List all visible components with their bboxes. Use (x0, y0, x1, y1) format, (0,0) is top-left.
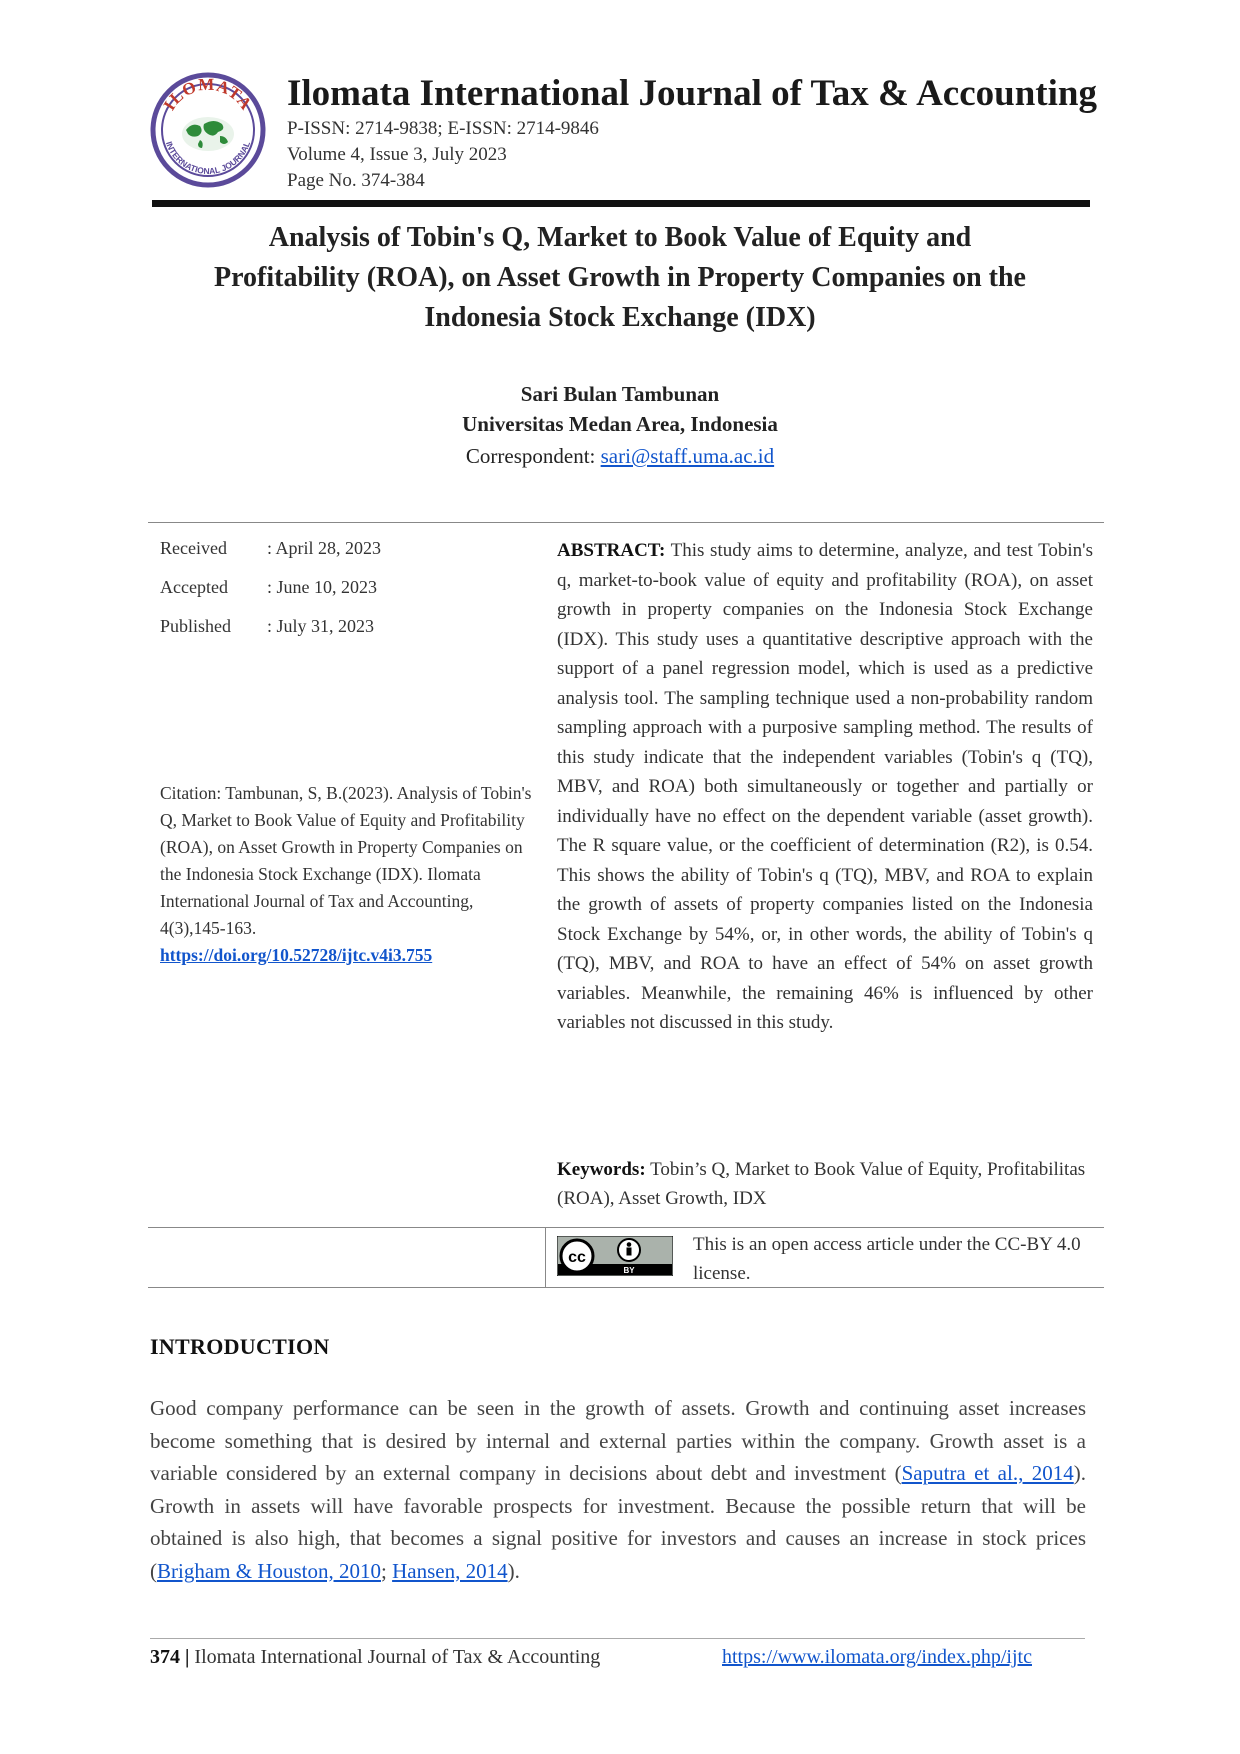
cc-by-badge (557, 1236, 673, 1276)
logo-text-top: ILOMATA (159, 74, 257, 114)
author-affiliation: Universitas Medan Area, Indonesia (462, 412, 778, 436)
intro-text: Good company performance can be seen in the growth of assets. Growth and continuing asset increases become something that is desired by internal and external parties within the company. Growth asset is a variable considered by an external company in decisions about debt and investment ( (150, 1396, 1086, 1485)
ref-link-brigham[interactable]: Brigham & Houston, 2010 (157, 1558, 381, 1583)
keywords-text: Tobin’s Q, Market to Book Value of Equity, Profitabilitas (ROA), Asset Growth, IDX (557, 1159, 1086, 1209)
date-label: Published (160, 616, 232, 636)
cc-icon: cc (568, 1249, 586, 1266)
citation-text: Citation: Tambunan, S, B.(2023). Analysis of Tobin's Q, Market to Book Value of Equity and Profitability (ROA), on Asset Growth in Property Companies on the Indonesia Stock Exchange (IDX). Ilomata International Journal of Tax and Accounting, 4(3),145-163. (160, 783, 532, 938)
info-mid-rule (148, 1227, 1104, 1228)
journal-logo (150, 72, 266, 188)
paper-title-line: Analysis of Tobin's Q, Market to Book Value of Equity and (268, 222, 972, 253)
header-rule (152, 200, 1090, 207)
paper-title (140, 218, 1100, 338)
date-label: Received (160, 538, 227, 558)
introduction-paragraph (150, 1392, 1086, 1587)
citation-block (160, 780, 532, 969)
ref-separator: ; (381, 1558, 393, 1583)
journal-pages: Page No. 374-384 (287, 170, 425, 191)
correspondent-label: Correspondent: (465, 444, 601, 468)
license-separator (545, 1228, 546, 1287)
intro-text: ). Growth in assets will have favorable prospects for investment. Because the possible return that will be obtained is also high, that becomes a signal positive for investors and causes an increase in stock prices ( (150, 1461, 1086, 1583)
date-label: Accepted (160, 577, 228, 597)
journal-issn: P-ISSN: 2714-9838; E-ISSN: 2714-9846 (287, 118, 599, 139)
section-heading-introduction: INTRODUCTION (150, 1334, 330, 1359)
author-name: Sari Bulan Tambunan (520, 382, 720, 406)
correspondent (140, 444, 1100, 469)
ref-link-hansen[interactable]: Hansen, 2014 (392, 1558, 508, 1583)
keywords-label: Keywords: (557, 1159, 646, 1180)
ref-link-saputra[interactable]: Saputra et al., 2014 (901, 1461, 1074, 1485)
abstract-text: This study aims to determine, analyze, and test Tobin's q, market-to-book value of equity and profitability (ROA), on asset growth in property companies on the Indonesia Stock Exchange (IDX). This study uses a quantitative descriptive approach with the support of a panel regression model, which is used as a predictive analysis tool. The sampling technique used a non-probability random sampling approach with a purposive sampling method. The results of this study indicate that the independent variables (Tobin's q (TQ), MBV, and ROA) both simultaneously or together and partially or individually have no effect on the dependent variable (asset growth). The R square value, or the coefficient of determination (R2), is 0.54. This shows the ability of Tobin's q (TQ), MBV, and ROA to explain the growth of assets of property companies listed on the Indonesia Stock Exchange by 54%, or, in other words, the ability of Tobin's q (TQ), MBV, and ROA to have an effect of 54% on asset growth variables. Meanwhile, the remaining 46% is influenced by other variables not discussed in this study. (557, 540, 1093, 1033)
footer-journal-name: Ilomata International Journal of Tax & Accounting (194, 1646, 601, 1668)
date-row-accepted (160, 577, 381, 616)
journal-title: Ilomata International Journal of Tax & Accounting (287, 73, 1097, 114)
article-dates (160, 538, 381, 655)
keywords-block (557, 1155, 1093, 1213)
date-value: : April 28, 2023 (267, 538, 382, 558)
page-number: 374 (150, 1646, 180, 1668)
by-icon: BY (623, 1266, 635, 1275)
journal-url-link[interactable]: https://www.ilomata.org/index.php/ijtc (722, 1646, 1032, 1668)
date-value: : July 31, 2023 (267, 616, 375, 636)
intro-text: ). (507, 1558, 520, 1583)
date-value: : June 10, 2023 (267, 577, 377, 597)
correspondent-email-link[interactable]: sari@staff.uma.ac.id (600, 444, 775, 468)
info-top-rule (148, 522, 1104, 523)
date-row-published (160, 616, 381, 655)
paper-title-line: Indonesia Stock Exchange (IDX) (424, 302, 816, 333)
abstract-label: ABSTRACT: (557, 540, 666, 561)
footer-rule (150, 1638, 1085, 1639)
journal-volume: Volume 4, Issue 3, July 2023 (287, 144, 507, 165)
abstract-block (557, 536, 1093, 1038)
paper-title-line: Profitability (ROA), on Asset Growth in Property Companies on the (214, 262, 1026, 293)
footer-separator: | (180, 1646, 195, 1668)
info-bottom-rule (148, 1287, 1104, 1288)
doi-link[interactable]: https://doi.org/10.52728/ijtc.v4i3.755 (160, 945, 433, 965)
footer-journal (150, 1646, 600, 1669)
logo-text-bottom: INTERNATIONAL JOURNAL (163, 139, 253, 177)
date-row-received (160, 538, 381, 577)
license-text: This is an open access article under the CC-BY 4.0 license. (693, 1234, 1081, 1284)
